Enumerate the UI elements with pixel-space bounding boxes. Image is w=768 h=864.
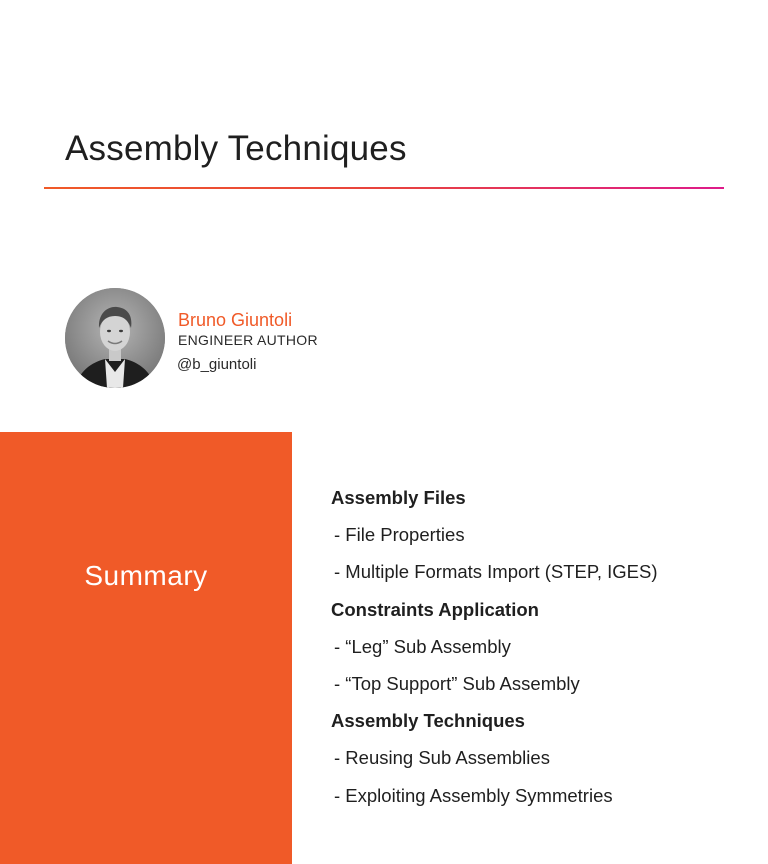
summary-label: Summary bbox=[84, 560, 208, 591]
outline-heading: Assembly Techniques bbox=[331, 710, 525, 732]
title-divider bbox=[44, 187, 724, 189]
outline-item: - Exploiting Assembly Symmetries bbox=[334, 784, 613, 806]
outline-item: - File Properties bbox=[334, 524, 465, 546]
outline-item: - Multiple Formats Import (STEP, IGES) bbox=[334, 561, 658, 583]
person-portrait-icon bbox=[65, 288, 165, 388]
outline-item: - “Leg” Sub Assembly bbox=[334, 635, 511, 657]
outline-heading: Constraints Application bbox=[331, 598, 539, 620]
avatar bbox=[65, 288, 165, 388]
outline-item: - Reusing Sub Assemblies bbox=[334, 747, 550, 769]
summary-panel bbox=[0, 432, 292, 864]
summary-outline bbox=[331, 485, 751, 820]
outline-heading: Assembly Files bbox=[331, 487, 466, 508]
author-name: Bruno Giuntoli bbox=[178, 310, 293, 330]
author-role: ENGINEER AUTHOR bbox=[178, 332, 318, 348]
author-card bbox=[65, 288, 365, 388]
author-handle: @b_giuntoli bbox=[177, 356, 257, 373]
outline-item: - “Top Support” Sub Assembly bbox=[334, 672, 580, 694]
page-title: Assembly Techniques bbox=[65, 129, 407, 168]
